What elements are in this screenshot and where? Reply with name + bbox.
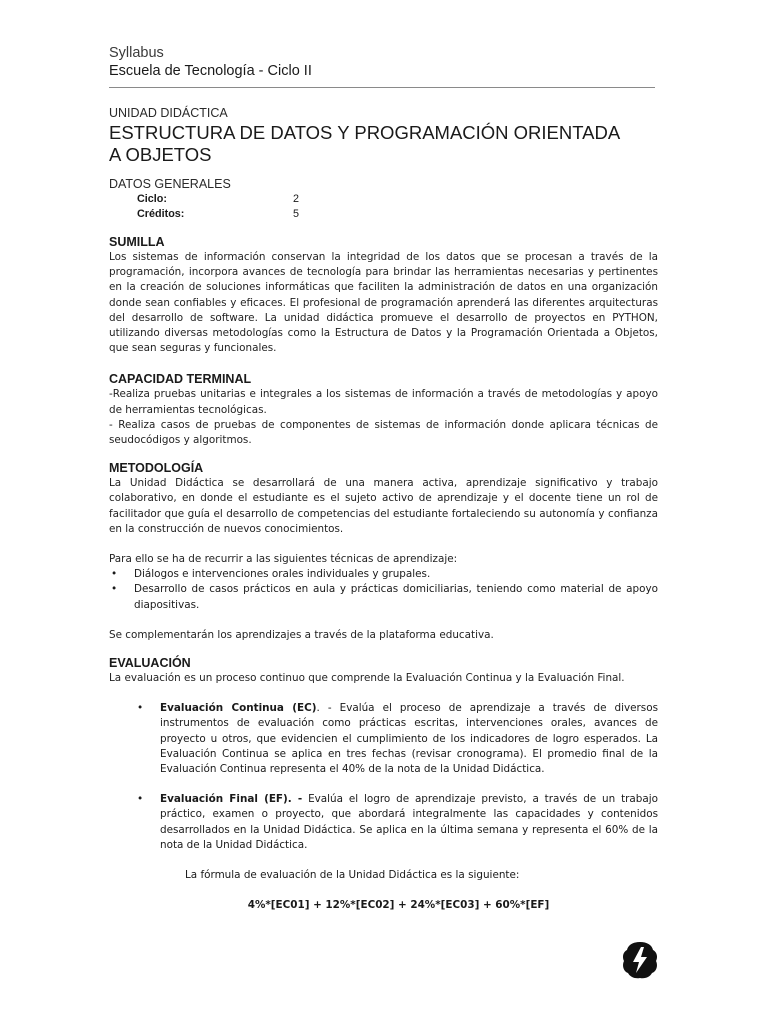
list-item-text: Desarrollo de casos prácticos en aula y prácticas domiciliarias, teniendo como material de apoyo diapositivas. xyxy=(134,583,658,611)
evaluation-item-final xyxy=(109,792,658,853)
bullet-icon: • xyxy=(111,583,118,596)
list-item xyxy=(109,582,658,612)
school-name: Escuela de Tecnología - Ciclo II xyxy=(109,63,312,79)
header-rule xyxy=(109,87,655,88)
general-data-title: DATOS GENERALES xyxy=(109,177,231,191)
doc-type: Syllabus xyxy=(109,45,164,61)
evaluation-text: Evalúa el logro de aprendizaje previsto, a través de un trabajo práctico, examen o proyecto, que abordará integralmente las capacidades y contenidos desarrollados en la Unidad Didáctica. Se aplica en la última semana y representa el 60% de la nota de la Unidad Didáctica. xyxy=(160,793,658,851)
list-item xyxy=(109,567,658,582)
general-value: 2 xyxy=(293,193,300,205)
unit-title xyxy=(109,122,658,166)
evaluation-item-continua xyxy=(109,701,658,777)
general-key: Ciclo: xyxy=(137,193,167,205)
metodologia-text: La Unidad Didáctica se desarrollará de una manera activa, aprendizaje significativo y trabajo colaborativo, en donde el estudiante es el sujeto activo de aprendizaje y el docente tiene un rol de facilitador que guía el desarrollo de competencias del estudiante fortaleciendo su autonomía y confianza en la construcción de nuevos conocimientos. xyxy=(109,477,658,535)
evaluacion-title: EVALUACIÓN xyxy=(109,656,191,671)
evaluation-text: Evalúa el proceso de aprendizaje a través de diversos instrumentos de evaluación como prácticas escritas, intervenciones orales, avances de proyecto u otros, que evidencien el cumplimiento de los indicadores de logro esperados. La Evaluación Continua se aplica en tres fechas (revisar cronograma). El promedio final de la Evaluación Continua representa el 40% de la nota de la Unidad Didáctica. xyxy=(160,702,658,776)
bullet-icon: • xyxy=(111,568,118,581)
metodologia-closing: Se complementarán los aprendizajes a través de la plataforma educativa. xyxy=(109,628,494,641)
list-item-text: Diálogos e intervenciones orales individuales y grupales. xyxy=(134,568,431,581)
capacidad-line-2: - Realiza casos de pruebas de componentes de sistemas de información donde aplicara técnicas de seudocódigos y algoritmos. xyxy=(109,418,658,447)
brain-bolt-icon xyxy=(621,940,659,980)
evaluacion-intro: La evaluación es un proceso continuo que comprende la Evaluación Continua y la Evaluación Final. xyxy=(109,672,625,685)
unit-title-line-1: ESTRUCTURA DE DATOS Y PROGRAMACIÓN ORIENTADA xyxy=(109,122,621,143)
metodologia-intro: Para ello se ha de recurrir a las siguientes técnicas de aprendizaje: xyxy=(109,553,458,566)
brain-bolt-svg xyxy=(621,940,659,980)
sumilla-text: Los sistemas de información conservan la integridad de los datos que se procesan a través de la programación, incorpora avances de tecnología para brindar las herramientas necesarias y pertinentes en la creación de soluciones informáticas que faciliten la administración de datos en una organización donde sean confiables y eficaces. El profesional de programación aprenderá las diferentes arquitecturas del desarrollo de software. La unidad didáctica promueve el desarrollo de proyectos en PYTHON, utilizando diversas metodologías como la Estructura de Datos y la Programación Orientada a Objetos, que sean seguras y funcionales. xyxy=(109,251,658,355)
evaluation-separator: . - xyxy=(316,702,340,715)
unit-title-line-2: A OBJETOS xyxy=(109,144,212,165)
bullet-icon: • xyxy=(137,702,144,715)
general-key: Créditos: xyxy=(137,208,185,220)
capacidad-line-1: -Realiza pruebas unitarias e integrales a los sistemas de información a través de metodologías y apoyo de herramientas tecnológicas. xyxy=(109,388,658,416)
evaluation-label: Evaluación Final (EF). - xyxy=(160,793,303,806)
general-row-creditos xyxy=(137,207,658,222)
sumilla-title: SUMILLA xyxy=(109,235,165,249)
capacidad-title: CAPACIDAD TERMINAL xyxy=(109,372,252,387)
formula-intro: La fórmula de evaluación de la Unidad Didáctica es la siguiente: xyxy=(185,869,520,882)
evaluation-formula: 4%*[EC01] + 12%*[EC02] + 24%*[EC03] + 60%*[EF] xyxy=(247,899,550,912)
evaluation-label: Evaluación Continua (EC) xyxy=(160,702,317,715)
bullet-icon: • xyxy=(137,793,144,806)
evaluation-list xyxy=(109,701,658,853)
syllabus-page xyxy=(109,44,658,913)
technique-list xyxy=(109,567,658,613)
general-value: 5 xyxy=(293,208,300,220)
unit-kicker: UNIDAD DIDÁCTICA xyxy=(109,106,228,120)
metodologia-title: METODOLOGÍA xyxy=(109,461,204,476)
general-row-ciclo xyxy=(137,192,658,207)
